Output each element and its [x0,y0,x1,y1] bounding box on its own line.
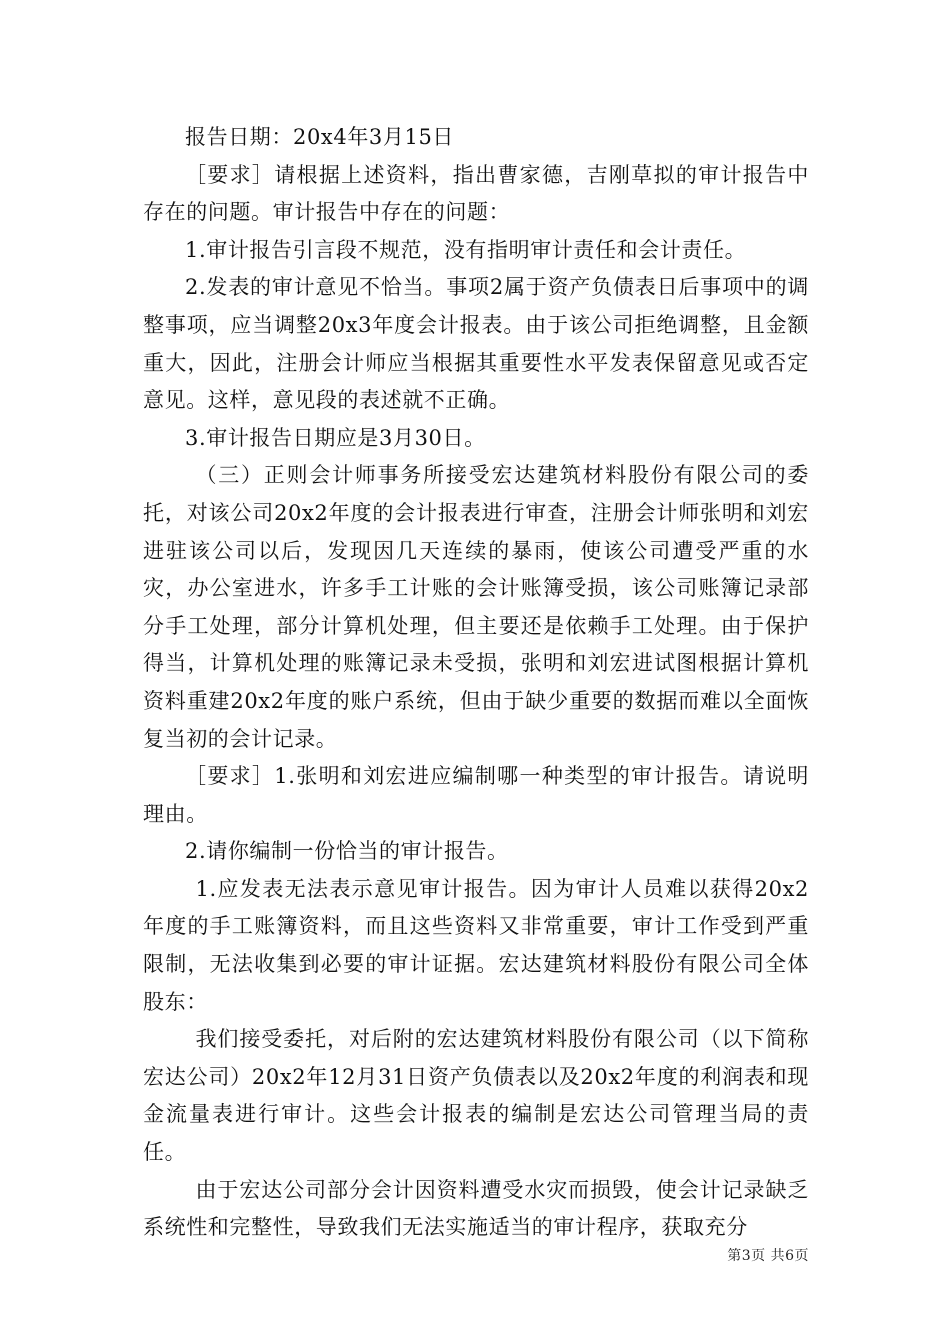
footer-total-pages: 6 [785,1248,795,1264]
footer-current-page: 3 [741,1248,752,1264]
document-body [143,119,809,1247]
requirement-paragraph: ［要求］请根据上述资料，指出曹家德，吉刚草拟的审计报告中存在的问题。审计报告中存在的问题： [143,162,809,225]
page-footer [727,1247,809,1265]
answer-item-2: 2.发表的审计意见不恰当。事项2属于资产负债表日后事项中的调整事项，应当调整20x3年度会计报表。由于该公司拒绝调整，且金额重大，因此，注册会计师应当根据其重要性水平发表保留意见或否定意见。这样，意见段的表述就不正确。 [143,275,809,413]
report-scope-paragraph: 我们接受委托，对后附的宏达建筑材料股份有限公司（以下简称宏达公司）20x2年12月31日资产负债表以及20x2年度的利润表和现金流量表进行审计。这些会计报表的编制是宏达公司管理当局的责任。 [143,1027,809,1165]
report-limitation-paragraph: 由于宏达公司部分会计因资料遭受水灾而损毁，使会计记录缺乏系统性和完整性，导致我们无法实施适当的审计程序，获取充分 [143,1177,809,1240]
footer-suffix: 页 [794,1248,809,1264]
answer-item-3: 3.审计报告日期应是3月30日。 [185,425,486,450]
footer-middle: 页 共 [751,1248,786,1264]
answer-item-1: 1.审计报告引言段不规范，没有指明审计责任和会计责任。 [185,237,747,262]
requirement-item-2: 2.请你编制一份恰当的审计报告。 [185,839,509,864]
case-three-paragraph: （三）正则会计师事务所接受宏达建筑材料股份有限公司的委托，对该公司20x2年度的会计报表进行审查，注册会计师张明和刘宏进驻该公司以后，发现因几天连续的暴雨，使该公司遭受严重的水灾，办公室进水，许多手工计账的会计账簿受损，该公司账簿记录部分手工处理，部分计算机处理，但主要还是依赖手工处理。由于保护得当，计算机处理的账簿记录未受损，张明和刘宏进试图根据计算机资料重建20x2年度的账户系统，但由于缺少重要的数据而难以全面恢复当初的会计记录。 [143,463,809,751]
answer-paragraph: 1.应发表无法表示意见审计报告。因为审计人员难以获得20x2年度的手工账簿资料，而且这些资料又非常重要，审计工作受到严重限制，无法收集到必要的审计证据。宏达建筑材料股份有限公司全体股东： [143,876,809,1014]
requirement-paragraph-2: ［要求］1.张明和刘宏进应编制哪一种类型的审计报告。请说明理由。 [143,764,809,826]
report-date-line: 报告日期：20x4年3月15日 [185,125,455,149]
footer-prefix: 第 [727,1248,742,1264]
